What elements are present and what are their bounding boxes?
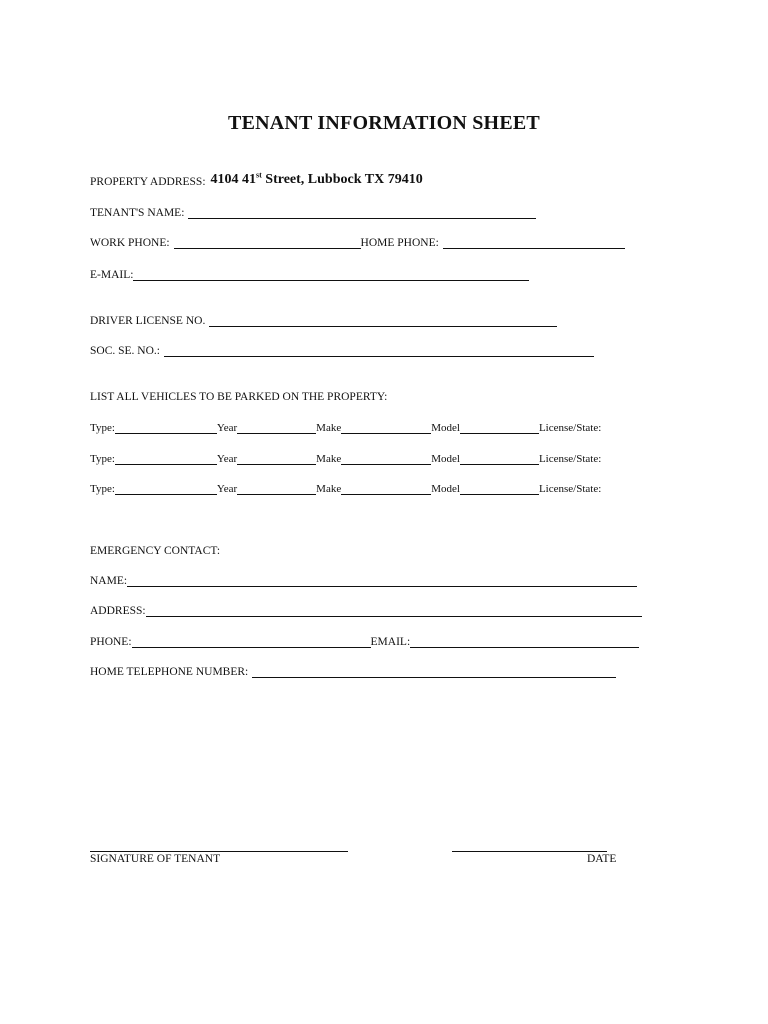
home-phone-field[interactable] [443, 236, 625, 249]
vehicle-year-label: Year [216, 453, 238, 465]
vehicle-type-field[interactable] [115, 421, 217, 434]
home-telephone-label: HOME TELEPHONE NUMBER: [90, 666, 249, 678]
vehicle-make-field[interactable] [341, 452, 431, 465]
email-field[interactable] [133, 268, 529, 281]
tenant-name-row [90, 203, 536, 219]
emergency-phone-field[interactable] [132, 635, 371, 648]
emergency-name-label: NAME: [90, 575, 128, 587]
emergency-address-field[interactable] [146, 604, 642, 617]
vehicles-heading-row [90, 387, 387, 403]
address-street-city: Street, Lubbock TX 79410 [261, 172, 423, 187]
emergency-contact-row [90, 632, 639, 648]
signature-line[interactable] [90, 851, 348, 852]
home-telephone-row [90, 662, 616, 678]
driver-license-row [90, 311, 557, 327]
phone-row [90, 233, 625, 249]
property-address-label: PROPERTY ADDRESS: [90, 176, 206, 188]
emergency-address-row [90, 601, 642, 617]
work-phone-field[interactable] [174, 236, 361, 249]
vehicle-model-field[interactable] [460, 482, 539, 495]
vehicle-make-label: Make [316, 483, 342, 495]
vehicle-type-label: Type: [90, 422, 115, 434]
vehicle-model-label: Model [431, 453, 460, 465]
address-number: 4104 41 [210, 172, 257, 187]
emergency-name-field[interactable] [127, 574, 637, 587]
emergency-name-row [90, 571, 637, 587]
vehicle-make-field[interactable] [341, 421, 431, 434]
vehicle-row [90, 449, 601, 465]
email-label: E-MAIL: [90, 269, 134, 281]
emergency-phone-label: PHONE: [90, 636, 132, 648]
vehicle-year-label: Year [216, 483, 238, 495]
tenant-name-label: TENANT'S NAME: [90, 207, 185, 219]
vehicle-type-field[interactable] [115, 482, 217, 495]
vehicle-model-label: Model [431, 422, 460, 434]
address-ordinal-suffix: st [256, 170, 262, 180]
driver-license-label: DRIVER LICENSE NO. [90, 315, 206, 327]
home-phone-label: HOME PHONE: [360, 237, 439, 249]
vehicle-year-label: Year [216, 422, 238, 434]
vehicle-model-field[interactable] [460, 421, 539, 434]
vehicle-row [90, 418, 601, 434]
email-row [90, 265, 529, 281]
vehicle-type-label: Type: [90, 453, 115, 465]
date-line[interactable] [452, 851, 607, 852]
vehicles-heading: LIST ALL VEHICLES TO BE PARKED ON THE PROPERTY: [90, 391, 388, 403]
emergency-email-field[interactable] [410, 635, 639, 648]
home-telephone-field[interactable] [252, 665, 616, 678]
driver-license-field[interactable] [209, 314, 557, 327]
soc-sec-row [90, 341, 594, 357]
property-address-value [211, 172, 423, 188]
signature-label: SIGNATURE OF TENANT [90, 853, 221, 865]
vehicle-year-field[interactable] [237, 482, 316, 495]
vehicle-year-field[interactable] [237, 421, 316, 434]
vehicle-model-label: Model [431, 483, 460, 495]
date-label: DATE [587, 853, 617, 865]
page-title: TENANT INFORMATION SHEET [228, 112, 540, 134]
vehicle-row [90, 479, 601, 495]
vehicle-year-field[interactable] [237, 452, 316, 465]
emergency-heading: EMERGENCY CONTACT: [90, 545, 221, 557]
emergency-email-label: EMAIL: [370, 636, 411, 648]
vehicle-type-label: Type: [90, 483, 115, 495]
soc-sec-field[interactable] [164, 344, 594, 357]
vehicle-make-field[interactable] [341, 482, 431, 495]
emergency-heading-row [90, 541, 220, 557]
emergency-address-label: ADDRESS: [90, 605, 146, 617]
vehicle-make-label: Make [316, 422, 342, 434]
vehicle-type-field[interactable] [115, 452, 217, 465]
vehicle-make-label: Make [316, 453, 342, 465]
work-phone-label: WORK PHONE: [90, 237, 170, 249]
vehicle-license-label: License/State: [538, 483, 602, 495]
tenant-name-field[interactable] [188, 206, 536, 219]
soc-sec-label: SOC. SE. NO.: [90, 345, 160, 357]
vehicle-model-field[interactable] [460, 452, 539, 465]
property-address-row [90, 172, 423, 188]
vehicle-license-label: License/State: [538, 453, 602, 465]
vehicle-license-label: License/State: [538, 422, 602, 434]
